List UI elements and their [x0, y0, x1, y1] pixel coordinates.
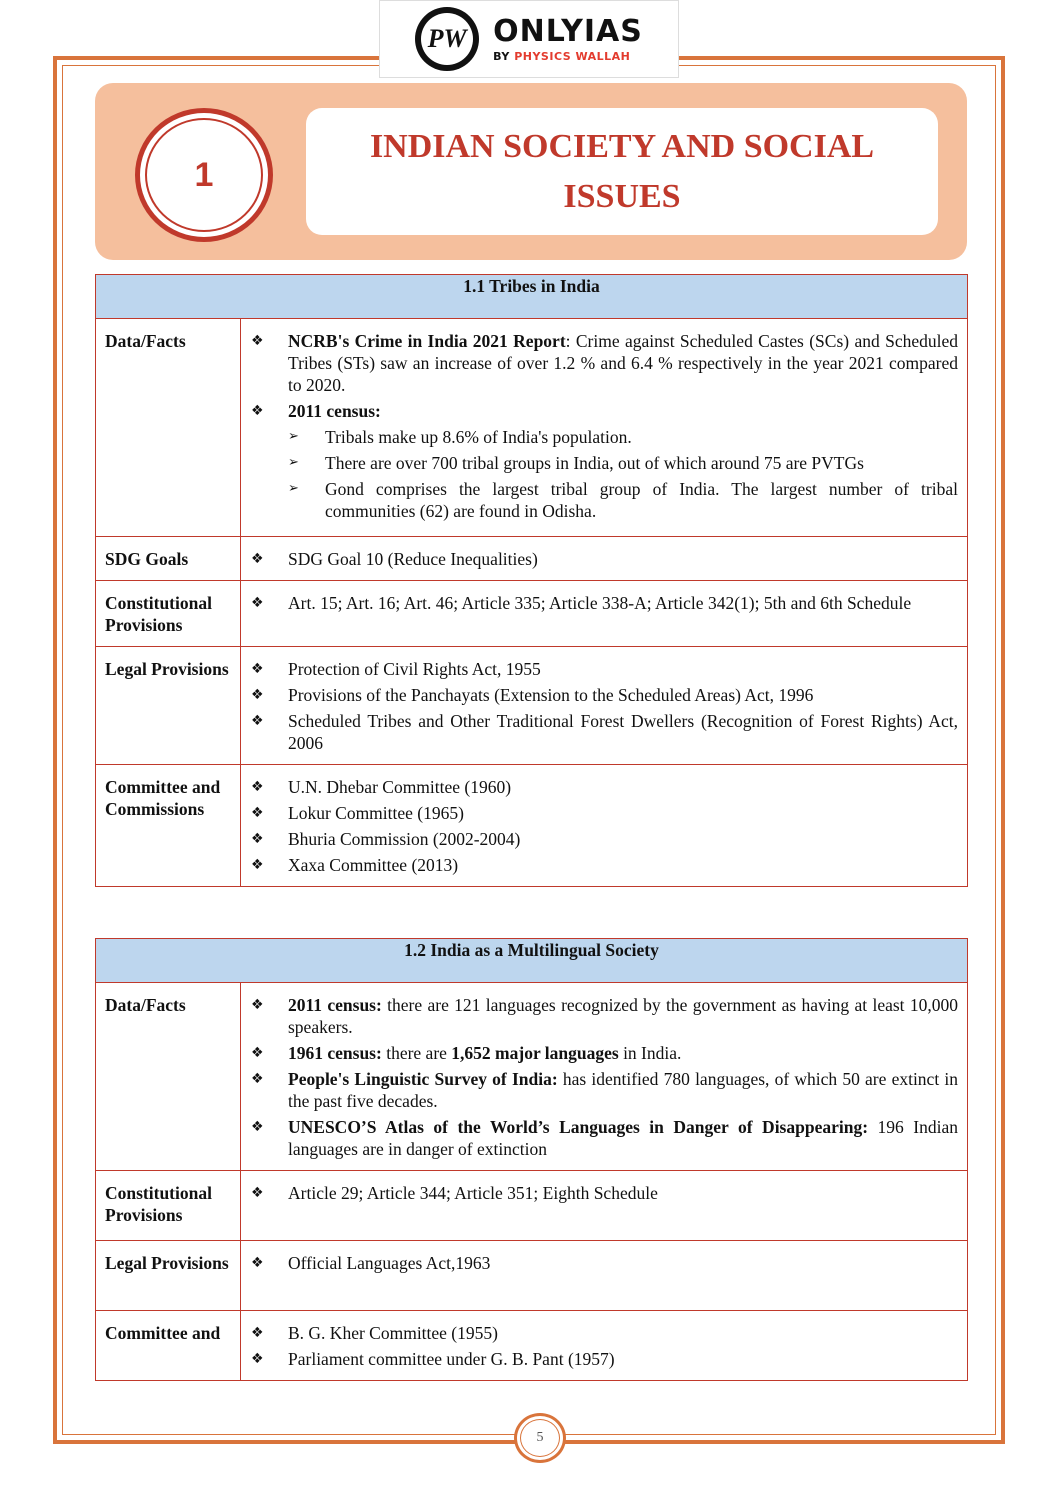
item-text: B. G. Kher Committee (1955): [288, 1323, 498, 1343]
list-item: [251, 1116, 958, 1160]
list-item: [251, 330, 958, 396]
item-text: Art. 15; Art. 16; Art. 46; Article 335; Article 338-A; Article 342(1); 5th and 6th Schedule: [288, 593, 912, 613]
brand-text: [493, 13, 643, 63]
list-item: [251, 1182, 958, 1204]
bullet-icon: ❖: [251, 595, 264, 611]
bullet-icon: ❖: [251, 403, 264, 419]
item-bold: People's Linguistic Survey of India:: [288, 1069, 558, 1089]
item-text: in India.: [618, 1043, 682, 1063]
chapter-number: 1: [194, 155, 214, 194]
arrow-bullet-icon: ➢: [288, 481, 299, 496]
item-text: Protection of Civil Rights Act, 1955: [288, 659, 541, 679]
row-content: [241, 581, 968, 647]
bullet-icon: ❖: [251, 551, 264, 567]
item-bold: 1,652 major languages: [451, 1043, 619, 1063]
bullet-icon: ❖: [251, 1255, 264, 1271]
section-table-tribes: [95, 274, 968, 887]
item-text: Scheduled Tribes and Other Traditional Forest Dwellers (Recognition of Forest Rights) Act, 2006: [288, 711, 958, 753]
item-bold: 2011 census:: [288, 401, 381, 421]
list-item: [251, 1068, 958, 1112]
item-text: Official Languages Act,1963: [288, 1253, 491, 1273]
row-content: [241, 765, 968, 887]
list-item: [251, 854, 958, 876]
brand-sub-line: [493, 51, 643, 62]
bullet-icon: ❖: [251, 1071, 264, 1087]
sub-list-item: [251, 478, 958, 522]
row-label: Constitutional Provisions: [96, 581, 241, 647]
chapter-title: INDIAN SOCIETY AND SOCIAL ISSUES: [369, 127, 875, 215]
item-text: there are: [381, 1043, 452, 1063]
list-item: [251, 802, 958, 824]
table-row: [96, 537, 968, 581]
list-item: [251, 776, 958, 798]
bullet-icon: ❖: [251, 997, 264, 1013]
table-row: [96, 765, 968, 887]
row-label: Legal Provisions: [96, 647, 241, 765]
bullet-icon: ❖: [251, 713, 264, 729]
table-row: [96, 647, 968, 765]
section-table-multilingual: [95, 938, 968, 1381]
item-text: Provisions of the Panchayats (Extension to the Scheduled Areas) Act, 1996: [288, 685, 814, 705]
row-label: Data/Facts: [96, 319, 241, 537]
list-item: [251, 710, 958, 754]
bullet-icon: ❖: [251, 1045, 264, 1061]
table-row: [96, 1311, 968, 1381]
list-item: [251, 1252, 958, 1274]
row-content: [241, 983, 968, 1171]
bullet-icon: ❖: [251, 805, 264, 821]
bullet-icon: ❖: [251, 661, 264, 677]
row-content: [241, 537, 968, 581]
pw-logo-text: PW: [421, 13, 473, 65]
row-content: [241, 1311, 968, 1381]
brand-main: ONLYIAS: [493, 13, 643, 49]
row-label: SDG Goals: [96, 537, 241, 581]
list-item: [251, 1322, 958, 1344]
bullet-icon: ❖: [251, 1325, 264, 1341]
row-label: Committee and Commissions: [96, 765, 241, 887]
item-text: Lokur Committee (1965): [288, 803, 464, 823]
table-row: [96, 581, 968, 647]
item-text: There are over 700 tribal groups in India, out of which around 75 are PVTGs: [325, 453, 864, 473]
arrow-bullet-icon: ➢: [288, 455, 299, 470]
list-item: [251, 828, 958, 850]
row-label: Data/Facts: [96, 983, 241, 1171]
row-content: [241, 319, 968, 537]
list-item: [251, 1348, 958, 1370]
table-row: [96, 1241, 968, 1311]
section-heading: 1.1 Tribes in India: [96, 275, 968, 319]
bullet-icon: ❖: [251, 687, 264, 703]
list-item: [251, 592, 958, 614]
item-bold: UNESCO’S Atlas of the World’s Languages in Danger of Disappearing:: [288, 1117, 869, 1137]
bullet-icon: ❖: [251, 831, 264, 847]
brand-by: BY: [493, 49, 510, 63]
table-row: [96, 983, 968, 1171]
item-text: : Crime against Scheduled Castes (SCs) and Scheduled Tribes (STs) saw an increase of over 1.2 % and 6.4 % respectively in the year 2021 compared to 2020.: [288, 331, 958, 395]
row-label: Constitutional Provisions: [96, 1171, 241, 1241]
brand-sub: PHYSICS WALLAH: [514, 49, 631, 63]
row-content: [241, 1171, 968, 1241]
item-text: Article 29; Article 344; Article 351; Eighth Schedule: [288, 1183, 658, 1203]
page-number-badge: [514, 1413, 566, 1463]
bullet-icon: ❖: [251, 1185, 264, 1201]
item-bold: 1961 census:: [288, 1043, 382, 1063]
bullet-icon: ❖: [251, 779, 264, 795]
bullet-icon: ❖: [251, 857, 264, 873]
table-row: [96, 1171, 968, 1241]
item-text: U.N. Dhebar Committee (1960): [288, 777, 512, 797]
pw-logo-icon: [415, 7, 479, 71]
bullet-icon: ❖: [251, 1119, 264, 1135]
page-number: 5: [536, 1430, 544, 1445]
item-text: Gond comprises the largest tribal group of India. The largest number of tribal communities (62) are found in Odisha.: [325, 479, 958, 521]
item-text: SDG Goal 10 (Reduce Inequalities): [288, 549, 538, 569]
row-label: Legal Provisions: [96, 1241, 241, 1311]
item-text: Xaxa Committee (2013): [288, 855, 459, 875]
item-text: Tribals make up 8.6% of India's population.: [325, 427, 632, 447]
chapter-number-badge: [135, 108, 273, 242]
section-heading: 1.2 India as a Multilingual Society: [96, 939, 968, 983]
row-content: [241, 647, 968, 765]
list-item: [251, 994, 958, 1038]
chapter-title-box: [306, 108, 938, 235]
item-text: 196 Indian languages are in danger of extinction: [288, 1117, 958, 1159]
list-item: [251, 400, 958, 422]
list-item: [251, 548, 958, 570]
arrow-bullet-icon: ➢: [288, 429, 299, 444]
item-text: there are 121 languages recognized by the government as having at least 10,000 speakers.: [288, 995, 958, 1037]
list-item: [251, 684, 958, 706]
item-bold: 2011 census:: [288, 995, 382, 1015]
sub-list-item: [251, 426, 958, 448]
item-text: Bhuria Commission (2002-2004): [288, 829, 521, 849]
row-label: Committee and: [96, 1311, 241, 1381]
list-item: [251, 1042, 958, 1064]
bullet-icon: ❖: [251, 1351, 264, 1367]
item-bold: NCRB's Crime in India 2021 Report: [288, 331, 566, 351]
list-item: [251, 658, 958, 680]
brand-logo: [379, 0, 679, 78]
item-text: has identified 780 languages, of which 50 are extinct in the past five decades.: [288, 1069, 958, 1111]
table-row: [96, 319, 968, 537]
row-content: [241, 1241, 968, 1311]
bullet-icon: ❖: [251, 333, 264, 349]
sub-list-item: [251, 452, 958, 474]
item-text: Parliament committee under G. B. Pant (1957): [288, 1349, 615, 1369]
